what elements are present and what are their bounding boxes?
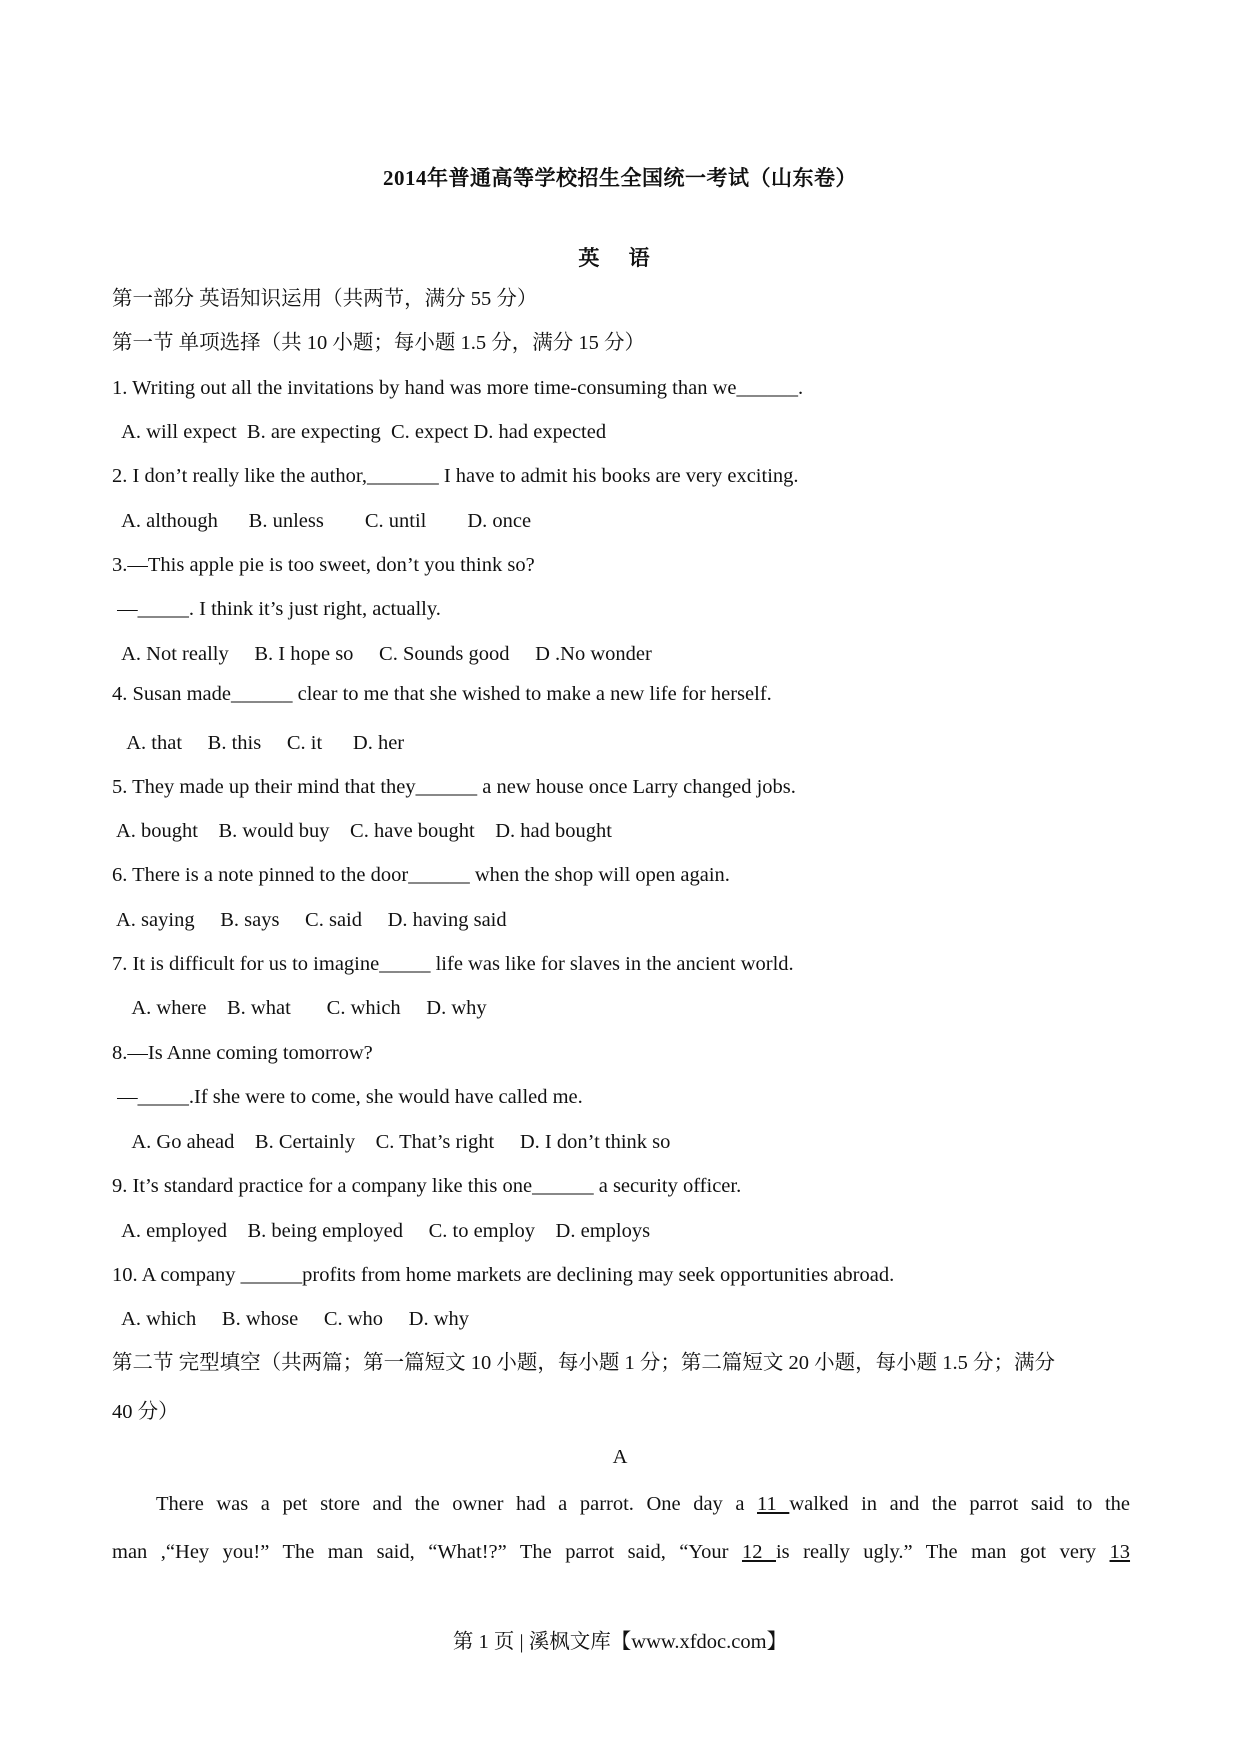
question-6-stem: 6. There is a note pinned to the door______ when the shop will open again. [112,864,730,886]
passage-text: There was a pet store and the owner had a parrot. One day a [156,1493,745,1515]
question-7-stem: 7. It is difficult for us to imagine_____ life was like for slaves in the ancient world. [112,953,794,975]
question-2-options: A. although B. unless C. until D. once [112,510,532,532]
section2-heading: 第二节 完型填空（共两篇；第一篇短文 10 小题，每小题 1 分；第二篇短文 20 小题，每小题 1.5 分；满分 [112,1352,1055,1374]
question-6-options: A. saying B. says C. said D. having said [112,909,507,931]
blank-11: 11 [757,1493,790,1515]
blank-13: 13 [1109,1541,1131,1563]
question-3-reply: —_____. I think it’s just right, actually. [112,598,441,620]
question-3-stem: 3.—This apple pie is too sweet, don’t you think so? [112,554,535,576]
question-5-stem: 5. They made up their mind that they______ a new house once Larry changed jobs. [112,776,796,798]
question-8-stem: 8.—Is Anne coming tomorrow? [112,1042,373,1064]
section1-heading: 第一节 单项选择（共 10 小题；每小题 1.5 分，满分 15 分） [112,332,645,354]
subject-heading: 英 语 [578,246,662,270]
blank-12: 12 [741,1541,776,1563]
question-5-options: A. bought B. would buy C. have bought D. had bought [112,820,612,842]
exam-title: 2014年普通高等学校招生全国统一考试（山东卷） [383,166,857,190]
passage-text: is really ugly.” The man got very [775,1541,1097,1563]
question-1-options: A. will expect B. are expecting C. expect D. had expected [112,421,607,443]
question-9-options: A. employed B. being employed C. to employ D. employs [112,1220,651,1242]
question-7-options: A. where B. what C. which D. why [112,997,487,1019]
passage-text: man ,“Hey you!” The man said, “What!?” The parrot said, “Your [112,1541,729,1563]
question-10-stem: 10. A company ______profits from home markets are declining may seek opportunities abroad. [112,1264,895,1286]
passage-label: A [612,1446,628,1468]
question-1-stem: 1. Writing out all the invitations by hand was more time-consuming than we______. [112,377,804,399]
question-8-options: A. Go ahead B. Certainly C. That’s right D. I don’t think so [112,1131,671,1153]
question-2-stem: 2. I don’t really like the author,_______ I have to admit his books are very exciting. [112,465,799,487]
question-8-reply: —_____.If she were to come, she would have called me. [112,1086,583,1108]
part1-heading: 第一部分 英语知识运用（共两节，满分 55 分） [112,288,538,310]
passage-line-2 [112,1539,1130,1565]
question-4-stem: 4. Susan made______ clear to me that she wished to make a new life for herself. [112,683,772,705]
passage-line-1 [156,1491,1130,1517]
question-3-options: A. Not really B. I hope so C. Sounds good D .No wonder [112,643,652,665]
question-4-options: A. that B. this C. it D. her [112,732,405,754]
question-10-options: A. which B. whose C. who D. why [112,1308,470,1330]
section2-heading-cont: 40 分） [112,1401,179,1423]
passage-text: walked in and the parrot said to the [789,1493,1130,1515]
question-9-stem: 9. It’s standard practice for a company like this one______ a security officer. [112,1175,742,1197]
page-footer: 第 1 页 | 溪枫文库【www.xfdoc.com】 [452,1631,788,1653]
